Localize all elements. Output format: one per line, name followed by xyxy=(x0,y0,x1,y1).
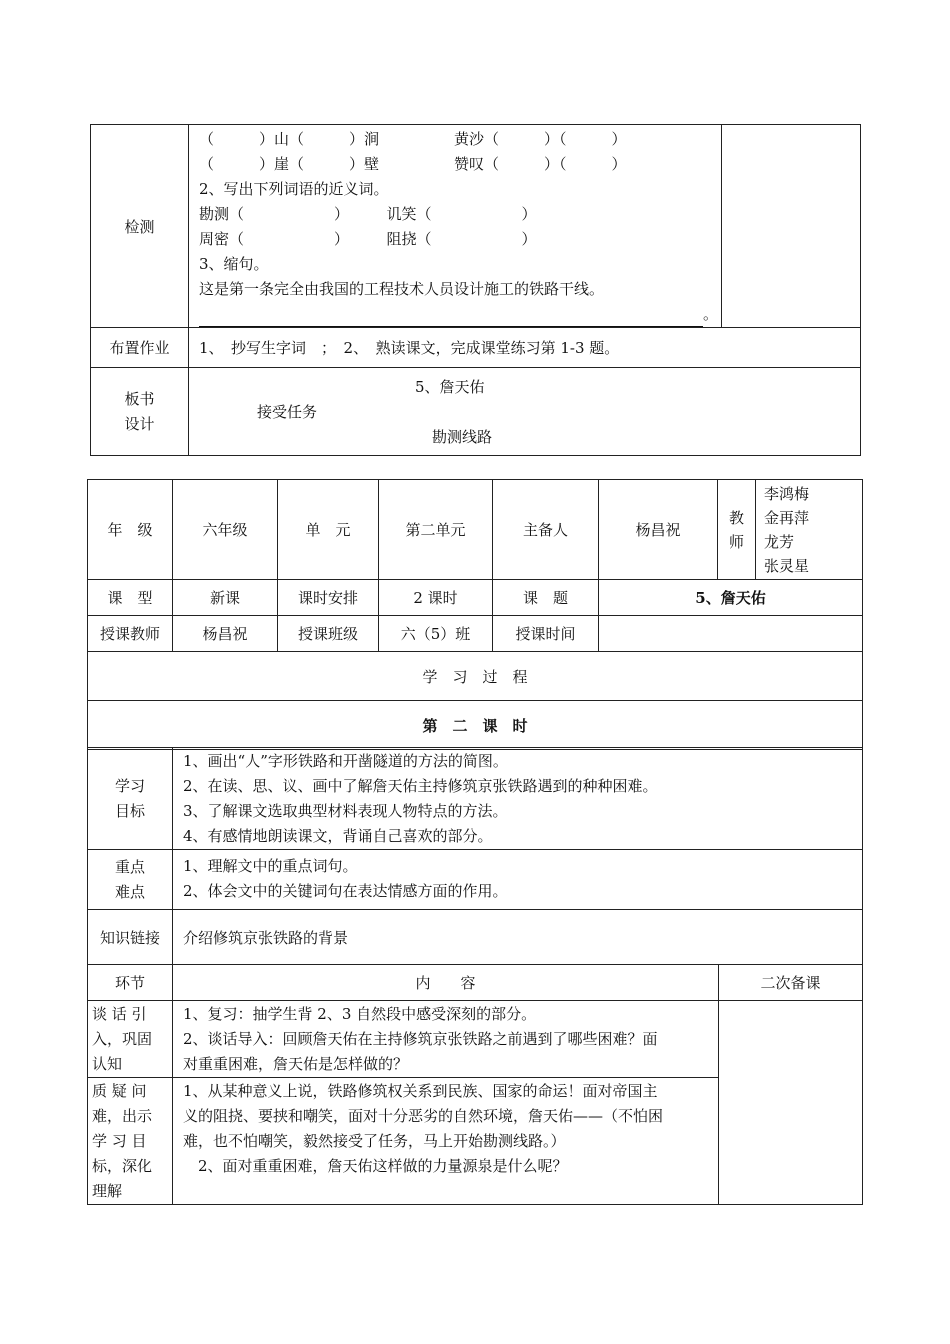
homework-label: 布置作业 xyxy=(91,328,189,368)
goals-list xyxy=(173,748,863,850)
jiance-line: 2、写出下列词语的近义词。 xyxy=(199,180,389,198)
lesson-table-part2 xyxy=(87,479,863,750)
step2-content: 1、从某种意义上说，铁路修筑权关系到民族、国家的命运！面对帝国主 义的阻挠、要挟和嘲笑，面对十分恶劣的自然环境，詹天佑——（不怕困 难，也不怕嘲笑，毅然接受了任务，马上开始勘测线路。） 2、面对重重困难，詹天佑这样做的力量源泉是什么呢？ xyxy=(173,1078,719,1205)
type-value: 新课 xyxy=(173,580,278,616)
goal-item: 2、在读、思、议、画中了解詹天佑主持修筑京张铁路遇到的种种困难。 xyxy=(183,776,658,795)
header-content: 内 容 xyxy=(173,965,719,1001)
lead-value: 杨昌祝 xyxy=(599,480,718,580)
jiance-line: （ ）山（ ）涧 黄沙（ ）（ ） xyxy=(199,130,627,148)
goals-label: 学习 目标 xyxy=(88,748,173,850)
lesson-table-part1 xyxy=(90,124,861,456)
topic-label: 课 题 xyxy=(493,580,599,616)
header-step: 环节 xyxy=(88,965,173,1001)
teacher-name-value: 杨昌祝 xyxy=(173,616,278,652)
jiance-line: 3、缩句。 xyxy=(199,255,269,273)
hours-label: 课时安排 xyxy=(278,580,379,616)
board-line-task: 接受任务 xyxy=(257,403,318,421)
key-label: 重点 难点 xyxy=(88,850,173,910)
jiance-line: 勘测（ ） 讥笑（ ） xyxy=(199,205,537,223)
board-line-survey: 勘测线路 xyxy=(432,428,493,446)
teacher-label: 教 师 xyxy=(718,480,756,580)
answer-blank: 。 xyxy=(199,302,721,327)
type-label: 课 型 xyxy=(88,580,173,616)
time-value xyxy=(599,616,863,652)
process-title: 学 习 过 程 xyxy=(88,652,863,701)
class-value: 六（5）班 xyxy=(379,616,493,652)
key-item: 1、理解文中的重点词句。 xyxy=(183,857,358,875)
step1-content: 1、复习：抽学生背 2、3 自然段中感受深刻的部分。 2、谈话导入：回顾詹天佑在主持修筑京张铁路之前遇到了哪些困难？面 对重重困难，詹天佑是怎样做的？ xyxy=(173,1001,719,1078)
goal-item: 4、有感情地朗读课文，背诵自己喜欢的部分。 xyxy=(183,826,493,845)
key-item: 2、体会文中的关键词句在表达情感方面的作用。 xyxy=(183,882,508,900)
lead-label: 主备人 xyxy=(493,480,599,580)
step2-label: 质 疑 问 难，出示 学 习 目 标，深化 理解 xyxy=(88,1078,173,1205)
topic-value: 5、詹天佑 xyxy=(599,580,863,616)
unit-label: 单 元 xyxy=(278,480,379,580)
second-prep-cell xyxy=(722,125,861,328)
step1-label: 谈 话 引 入，巩固 认知 xyxy=(88,1001,173,1078)
jiance-line: 周密（ ） 阻挠（ ） xyxy=(199,230,537,248)
lesson-table-part3 xyxy=(87,747,863,1205)
board-line-title: 5、詹天佑 xyxy=(415,378,485,396)
jiance-line: 这是第一条完全由我国的工程技术人员设计施工的铁路干线。 xyxy=(199,280,605,298)
jiance-content xyxy=(189,125,722,328)
board-design xyxy=(189,368,861,456)
grade-label: 年 级 xyxy=(88,480,173,580)
goal-item: 1、画出“人”字形铁路和开凿隧道的方法的简图。 xyxy=(183,751,508,770)
hours-value: 2 课时 xyxy=(379,580,493,616)
jiance-label: 检测 xyxy=(91,125,189,328)
homework-text: 1、 抄写生字词 ； 2、 熟读课文，完成课堂练习第 1-3 题。 xyxy=(189,328,861,368)
jiance-line: （ ）崖（ ）壁 赞叹（ ）（ ） xyxy=(199,155,627,173)
link-label: 知识链接 xyxy=(88,910,173,965)
link-text: 介绍修筑京张铁路的背景 xyxy=(173,910,863,965)
time-label: 授课时间 xyxy=(493,616,599,652)
unit-value: 第二单元 xyxy=(379,480,493,580)
lesson-title: 第 二 课 时 xyxy=(88,701,863,750)
class-label: 授课班级 xyxy=(278,616,379,652)
second-prep-cell xyxy=(719,1001,863,1205)
grade-value: 六年级 xyxy=(173,480,278,580)
board-label: 板书 设计 xyxy=(91,368,189,456)
goal-item: 3、了解课文选取典型材料表现人物特点的方法。 xyxy=(183,801,508,820)
header-second-prep: 二次备课 xyxy=(719,965,863,1001)
teacher-list: 李鸿梅 金再萍 龙芳 张灵星 xyxy=(756,480,863,580)
teacher-name-label: 授课教师 xyxy=(88,616,173,652)
key-list xyxy=(173,850,863,910)
